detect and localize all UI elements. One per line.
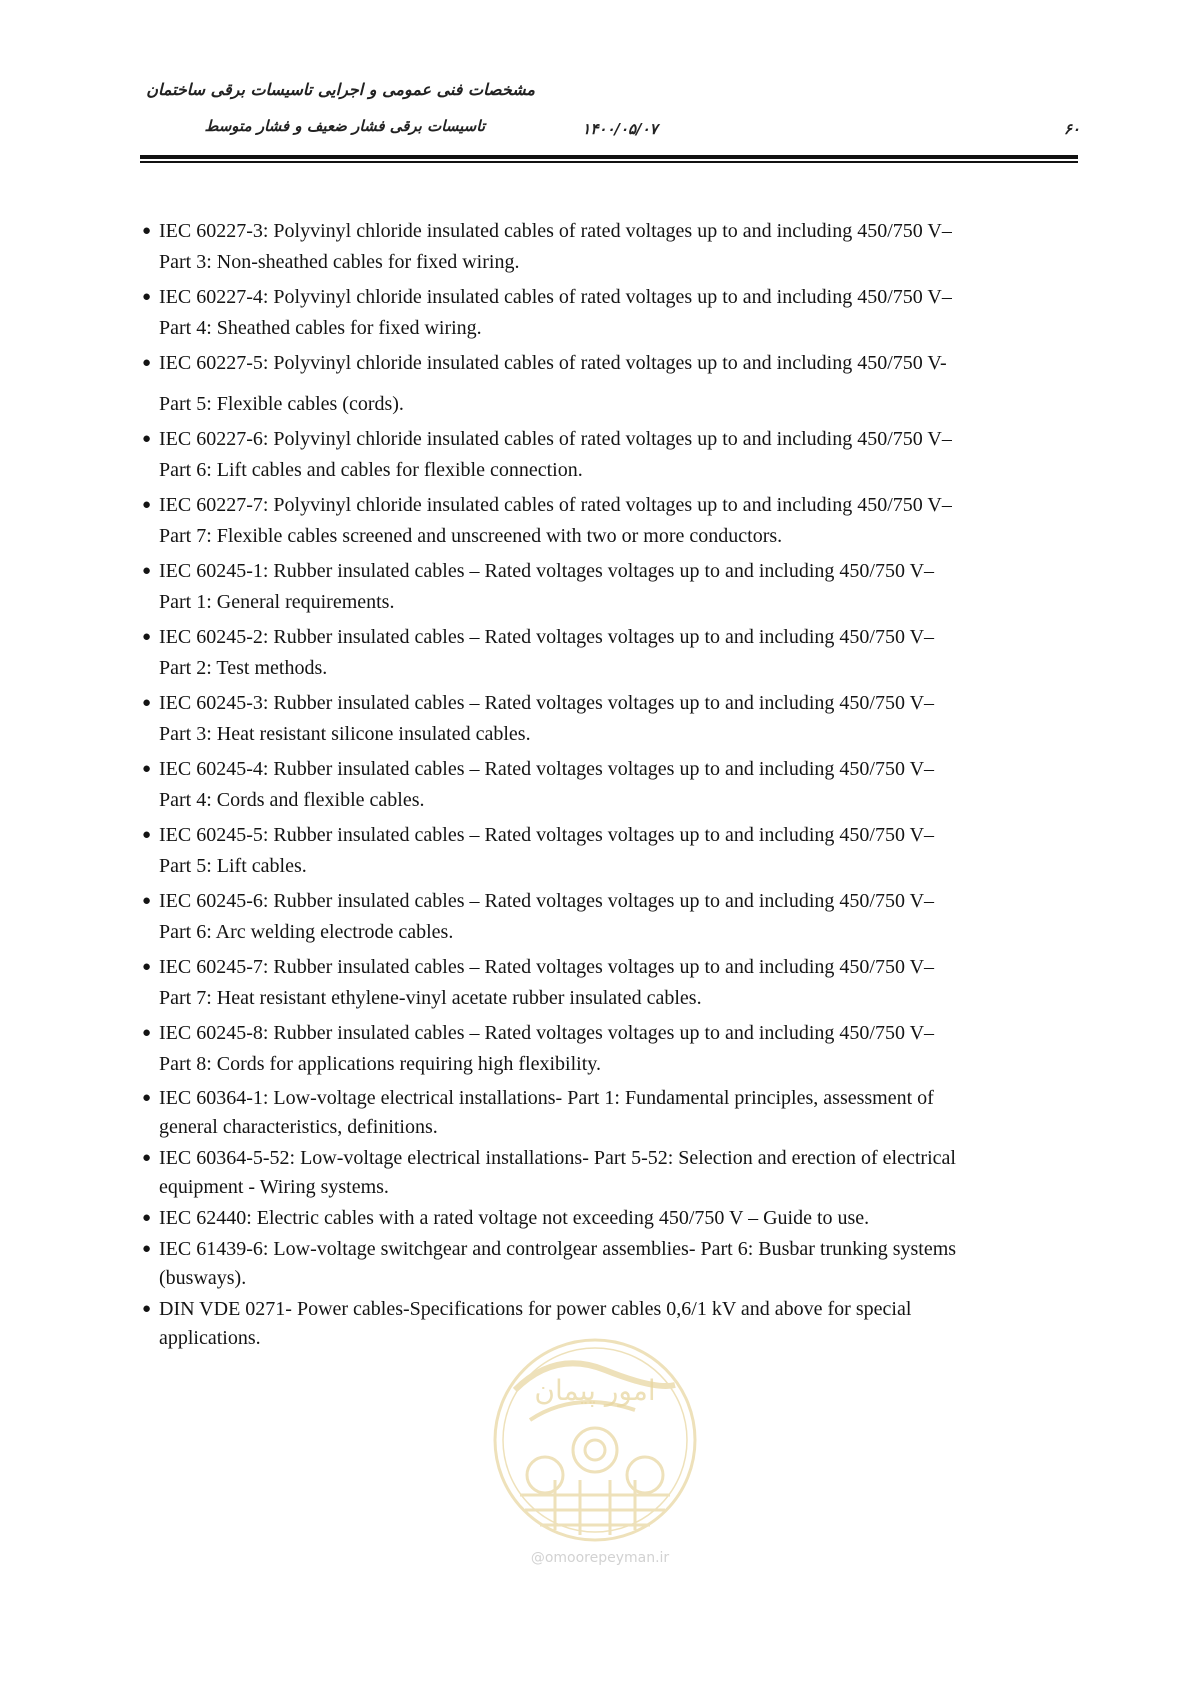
document-date: ۱۴۰۰/۰۵/۰۷	[582, 120, 658, 138]
ref-line-1: IEC 60245-4: Rubber insulated cables – Rated voltages voltages up to and including 450/750 V–	[159, 758, 935, 780]
ref-line-1: IEC 61439-6: Low-voltage switchgear and controlgear assemblies- Part 6: Busbar trunking systems	[159, 1238, 957, 1260]
list-item	[142, 282, 1042, 344]
list-item	[142, 348, 1042, 420]
watermark-logo-icon	[485, 1330, 705, 1560]
ref-line-2: applications.	[159, 1327, 261, 1349]
ref-line-1: IEC 60245-6: Rubber insulated cables – Rated voltages voltages up to and including 450/750 V–	[159, 890, 935, 912]
ref-line-2: Part 1: General requirements.	[159, 591, 395, 613]
bullet-icon: ●	[142, 223, 152, 239]
ref-line-1: IEC 60364-1: Low-voltage electrical installations- Part 1: Fundamental principles, assessment of	[159, 1087, 934, 1109]
list-item	[142, 1204, 1042, 1233]
ref-line-1: IEC 60227-6: Polyvinyl chloride insulated cables of rated voltages up to and including 450/750 V–	[159, 428, 952, 450]
watermark-url: @omoorepeyman.ir	[530, 1550, 670, 1566]
ref-line-2: equipment - Wiring systems.	[159, 1176, 389, 1198]
ref-line-2: Part 6: Arc welding electrode cables.	[159, 921, 454, 943]
ref-line-2: Part 7: Heat resistant ethylene-vinyl acetate rubber insulated cables.	[159, 987, 702, 1009]
bullet-icon: ●	[142, 893, 152, 909]
bullet-icon: ●	[142, 1241, 152, 1257]
list-item	[142, 1144, 1042, 1202]
ref-line-2: Part 5: Flexible cables (cords).	[159, 393, 404, 415]
ref-line-2: general characteristics, definitions.	[159, 1116, 438, 1138]
page-number: ۶۰	[1063, 120, 1080, 138]
ref-line-1: IEC 60245-7: Rubber insulated cables – Rated voltages voltages up to and including 450/750 V–	[159, 956, 935, 978]
reference-list	[142, 216, 1042, 1355]
ref-line-2: Part 8: Cords for applications requiring high flexibility.	[159, 1053, 601, 1075]
ref-line-1: IEC 60245-8: Rubber insulated cables – Rated voltages voltages up to and including 450/750 V–	[159, 1022, 935, 1044]
list-item	[142, 1084, 1042, 1142]
bullet-icon: ●	[142, 1301, 152, 1317]
ref-line-2: Part 6: Lift cables and cables for flexible connection.	[159, 459, 583, 481]
bullet-icon: ●	[142, 695, 152, 711]
list-item	[142, 886, 1042, 948]
bullet-icon: ●	[142, 497, 152, 513]
list-item	[142, 688, 1042, 750]
ref-line-1: IEC 62440: Electric cables with a rated voltage not exceeding 450/750 V – Guide to use.	[159, 1207, 870, 1229]
ref-line-2: (busways).	[159, 1267, 247, 1289]
ref-line-1: IEC 60245-5: Rubber insulated cables – Rated voltages voltages up to and including 450/750 V–	[159, 824, 935, 846]
ref-line-1: IEC 60245-2: Rubber insulated cables – Rated voltages voltages up to and including 450/750 V–	[159, 626, 935, 648]
bullet-icon: ●	[142, 289, 152, 305]
header-rule-thin	[140, 161, 1078, 163]
bullet-icon: ●	[142, 959, 152, 975]
watermark-logo-text: امور پیمان	[534, 1374, 656, 1407]
document-subtitle: تاسیسات برقی فشار ضعیف و فشار متوسط	[204, 117, 485, 135]
ref-line-2: Part 5: Lift cables.	[159, 855, 307, 877]
bullet-icon: ●	[142, 827, 152, 843]
list-item	[142, 754, 1042, 816]
ref-line-2: Part 2: Test methods.	[159, 657, 328, 679]
ref-line-2: Part 4: Sheathed cables for fixed wiring.	[159, 317, 482, 339]
ref-line-1: IEC 60227-3: Polyvinyl chloride insulated cables of rated voltages up to and including 450/750 V–	[159, 220, 952, 242]
list-item	[142, 1018, 1042, 1080]
bullet-icon: ●	[142, 563, 152, 579]
ref-line-1: IEC 60245-3: Rubber insulated cables – Rated voltages voltages up to and including 450/750 V–	[159, 692, 935, 714]
bullet-icon: ●	[142, 629, 152, 645]
ref-line-1: IEC 60245-1: Rubber insulated cables – Rated voltages voltages up to and including 450/750 V–	[159, 560, 935, 582]
list-item	[142, 952, 1042, 1014]
list-item	[142, 820, 1042, 882]
ref-line-1: IEC 60364-5-52: Low-voltage electrical installations- Part 5-52: Selection and erection of electrical	[159, 1147, 956, 1169]
list-item	[142, 622, 1042, 684]
bullet-icon: ●	[142, 1090, 152, 1106]
ref-line-1: IEC 60227-4: Polyvinyl chloride insulated cables of rated voltages up to and including 450/750 V–	[159, 286, 952, 308]
list-item	[142, 424, 1042, 486]
bullet-icon: ●	[142, 761, 152, 777]
ref-line-1: IEC 60227-5: Polyvinyl chloride insulated cables of rated voltages up to and including 450/750 V-	[159, 352, 947, 374]
bullet-icon: ●	[142, 1210, 152, 1226]
ref-line-1: IEC 60227-7: Polyvinyl chloride insulated cables of rated voltages up to and including 450/750 V–	[159, 494, 952, 516]
ref-line-1: DIN VDE 0271- Power cables-Specifications for power cables 0,6/1 kV and above for special	[159, 1298, 912, 1320]
bullet-icon: ●	[142, 1150, 152, 1166]
ref-line-2: Part 7: Flexible cables screened and unscreened with two or more conductors.	[159, 525, 783, 547]
ref-line-2: Part 4: Cords and flexible cables.	[159, 789, 425, 811]
list-item	[142, 216, 1042, 278]
list-item	[142, 1235, 1042, 1293]
document-title: مشخصات فنی عمومی و اجرایی تاسیسات برقی ساختمان	[146, 80, 535, 99]
bullet-icon: ●	[142, 355, 152, 371]
bullet-icon: ●	[142, 1025, 152, 1041]
ref-line-2: Part 3: Non-sheathed cables for fixed wiring.	[159, 251, 520, 273]
header-rule-thick	[140, 155, 1078, 159]
list-item	[142, 556, 1042, 618]
bullet-icon: ●	[142, 431, 152, 447]
list-item	[142, 490, 1042, 552]
ref-line-2: Part 3: Heat resistant silicone insulated cables.	[159, 723, 531, 745]
